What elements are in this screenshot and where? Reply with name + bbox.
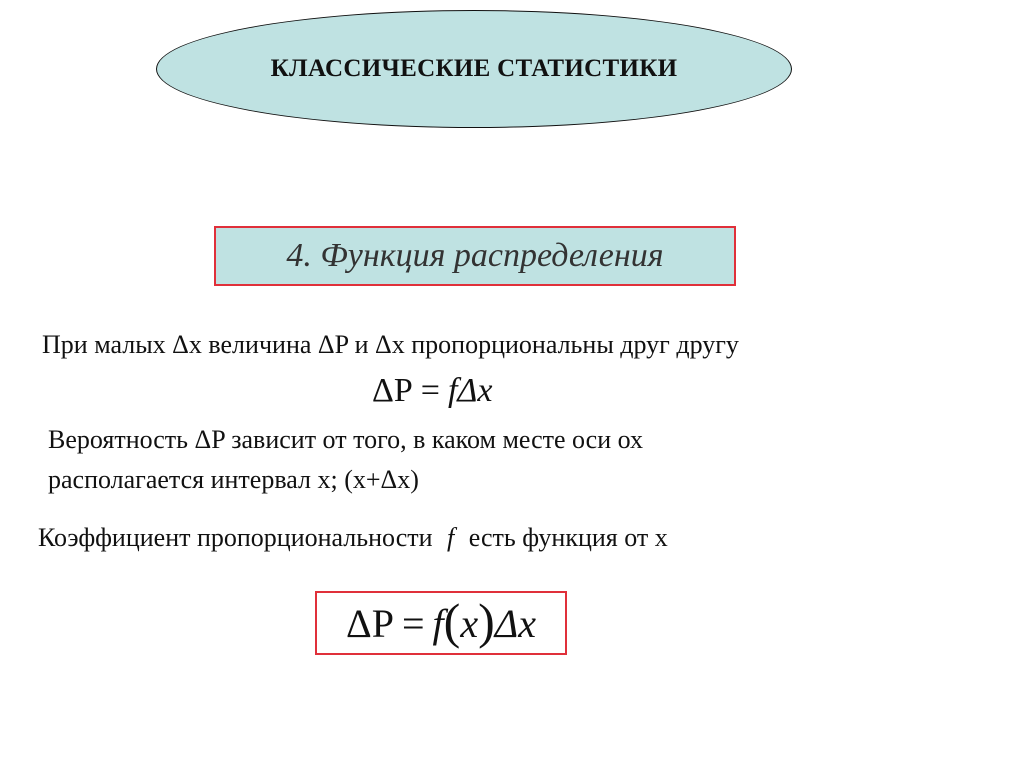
text-line-4-f: f [447,523,455,552]
title-ellipse [156,10,792,128]
text-line-1: При малых Δx величина ΔP и Δx пропорциональны друг другу [42,330,739,359]
formula2-close-paren: ) [478,593,495,649]
text-line-3: располагается интервал x; (x+Δx) [48,465,419,494]
formula-delta-x: Δx [457,372,493,409]
slide-subtitle: 4. Функция распределения [286,237,664,274]
formula-box [315,591,567,655]
slide-title: КЛАССИЧЕСКИЕ СТАТИСТИКИ [270,55,678,82]
formula-lhs: ΔP [372,372,413,409]
formula-f: f [447,372,458,409]
formula2-equals: = [401,600,425,646]
formula2-lhs: ΔP [346,600,394,646]
formula2-open-paren: ( [443,593,461,649]
formula2-delta-x: Δx [494,600,536,646]
text-line-2: Вероятность ΔP зависит от того, в каком месте оси ох [48,425,643,454]
formula2-f: f [432,600,444,646]
subtitle-box [214,226,736,286]
text-line-4-suffix: есть функция от x [468,523,668,552]
formula-equals: = [420,372,440,409]
formula-delta-p [372,372,492,410]
text-line-4-prefix: Коэффициент пропорциональности [38,523,433,552]
formula2-x: x [460,600,479,646]
text-line-4 [38,523,668,553]
